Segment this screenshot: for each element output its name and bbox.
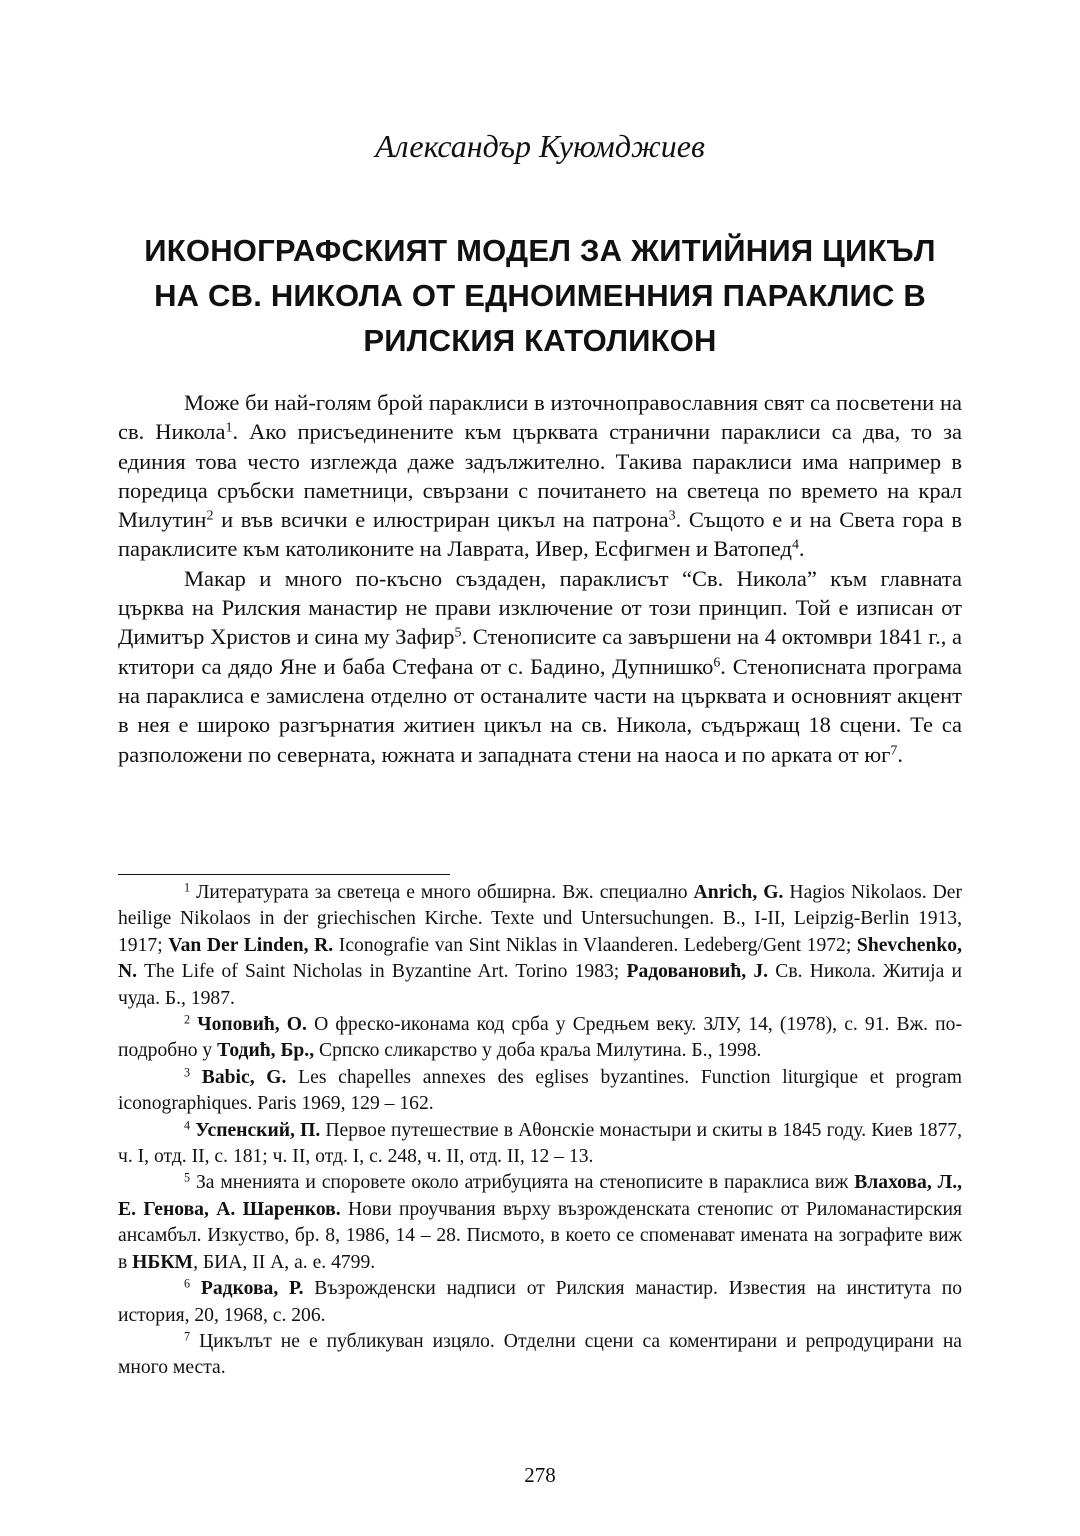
footnote — [118, 1012, 962, 1065]
footnote-ref: 1 — [225, 420, 233, 436]
footnote-ref: 2 — [206, 508, 214, 524]
footnote — [118, 1329, 962, 1382]
footnote-text: Нови проучвания върху възрожденската стенопис от Риломанастирския ансамбъл. Изкуство, бр. 8, 1986, 14 – 28. Писмото, в което се споменават имената на зографите виж в — [118, 1198, 963, 1273]
footnote-author: НБКМ — [132, 1251, 194, 1273]
footnote-author: Babic, G. — [201, 1066, 287, 1088]
footnote-text: За мненията и споровете около атрибуцията на стенописите в параклиса виж — [190, 1172, 855, 1194]
footnote-text: Српско сликарство у доба краља Милутина. Б., 1998. — [314, 1040, 762, 1062]
title-line: ИКОНОГРАФСКИЯТ МОДЕЛ ЗА ЖИТИЙНИЯ ЦИКЪЛ — [144, 233, 936, 268]
footnote-text: Възрожденски надписи от Рилския манастир. Известия на института по история, 20, 1968, с. 206. — [118, 1278, 963, 1326]
footnote-author: Радовановић, J. — [626, 961, 769, 983]
footnote-author: Тодић, Бр., — [217, 1040, 315, 1062]
title-line: НА СВ. НИКОЛА ОТ ЕДНОИМЕННИЯ ПАРАКЛИС В — [154, 278, 926, 313]
paragraph-text: и във всички е илюстриран цикъл на патрона — [213, 507, 669, 533]
footnote-number: 5 — [184, 1170, 191, 1185]
footnote-separator — [118, 874, 450, 875]
footnote-number: 1 — [184, 880, 191, 895]
footnote-author: Van Der Linden, R. — [168, 934, 334, 956]
paragraph-text: . Стенописната програма на параклиса е замислена отделно от останалите части на църквата и основният акцент в нея е широко разгърнатия житиен цикъл на св. Никола, съдържащ 18 сцени. Те са разположени по северната, южната и западната стени на наоса и по арката от юг — [118, 653, 962, 767]
footnote-text — [190, 1278, 201, 1299]
footnote-author: Успенский, П. — [195, 1119, 321, 1141]
footnote-text: Литературата за светеца е много обширна. Вж. специално — [190, 882, 694, 903]
footnote-ref: 5 — [454, 625, 462, 641]
footnote-ref: 4 — [791, 537, 799, 553]
paragraph-text: Може би най-голям брой параклиси в източноправославния свят са посветени на св. Никола — [118, 390, 962, 445]
footnote-text: Цикълът не е публикуван изцяло. Отделни сцени са коментирани и репродуцирани на много места. — [118, 1330, 962, 1379]
footnote-text: Св. Никола. Житија и чуда. Б., 1987. — [118, 961, 962, 1009]
footnote-author: Влахова, Л., Е. Генова, А. Шаренков. — [118, 1172, 963, 1220]
page-number: 278 — [524, 1463, 556, 1487]
paragraph-text: . Стенописите са завършени на 4 октомври 1841 г., а ктитори са дядо Яне и баба Стефана от с. Бадино, Дупнишко — [118, 624, 962, 679]
footnote-text: The Life of Saint Nicholas in Byzantine Art. Torino 1983; — [137, 961, 627, 983]
footnote-text: Iconografie van Sint Niklas in Vlaanderen. Ledeberg/Gent 1972; — [333, 934, 857, 956]
paragraph-text: . Ако присъединените към църквата странични параклиси са два, то за единия това често изглежда даже задължително. Такива параклиси има например в поредица сръбски паметници, свързани с почитането на светеца по времето на крал Милутин — [118, 419, 962, 533]
footnote-number: 4 — [184, 1117, 191, 1132]
paragraph-text: . Същото е и на Света гора в параклисите към католиконите на Лаврата, Ивер, Есфигмен и Ватопед — [118, 507, 962, 562]
footnote-text — [190, 1067, 202, 1088]
paragraph-text: . — [897, 741, 903, 767]
footnote — [118, 1170, 962, 1276]
footnote-number: 3 — [184, 1065, 191, 1080]
footnote-author: Радкова, Р. — [200, 1278, 304, 1300]
footnote-text: Hagios Nikolaos. Der heilige Nikolaos in der griechischen Kirche. Texte und Untersuchungen. B., I-II, Leipzig-Berlin 1913, 1917; — [118, 882, 962, 956]
body-text — [118, 388, 962, 769]
footnote-number: 7 — [184, 1329, 191, 1344]
footnote-ref: 7 — [890, 742, 898, 758]
footnote-text: Первое путешествие в Аθонскiе монастыри и скиты в 1845 году. Киев 1877, ч. I, отд. II, с. 181; ч. II, отд. I, с. 248, ч. II, отд. II, 12 – 13. — [118, 1119, 962, 1168]
article-title — [118, 228, 962, 363]
footnote-text: О фреско-иконама код срба у Средњем веку. ЗЛУ, 14, (1978), с. 91. Вж. по-подробно у — [118, 1014, 962, 1062]
paragraph-text: Макар и много по-късно създаден, параклисът “Св. Никола” към главната църква на Рилския манастир не прави изключение от този принцип. Той е изписан от Димитър Христов и сина му Зафир — [118, 565, 962, 650]
footnote-author: Anrich, G. — [693, 882, 784, 903]
author-name: Александър Куюмджиев — [375, 128, 705, 164]
footnote-number: 6 — [184, 1276, 191, 1291]
paragraph-text: . — [798, 536, 805, 562]
footnote-ref: 6 — [713, 655, 721, 670]
paragraph — [118, 388, 962, 564]
footnote-author: Shevchenko, N. — [118, 934, 962, 983]
paragraph — [118, 564, 962, 769]
footnote-author: Чоповић, О. — [197, 1014, 307, 1036]
footnotes — [118, 880, 962, 1382]
footnote — [118, 1065, 962, 1118]
footnote — [118, 1276, 962, 1329]
footnote — [118, 880, 962, 1012]
footnote-text: Les chapelles annexes des eglises byzantines. Function liturgique et program iconographiques. Paris 1969, 129 – 162. — [118, 1066, 962, 1115]
footnote-number: 2 — [184, 1012, 191, 1027]
footnote-ref: 3 — [668, 508, 676, 524]
footnote-text: , БИА, II А, а. е. 4799. — [193, 1251, 376, 1273]
footnote — [118, 1118, 962, 1171]
title-line: РИЛСКИЯ КАТОЛИКОН — [363, 323, 717, 358]
